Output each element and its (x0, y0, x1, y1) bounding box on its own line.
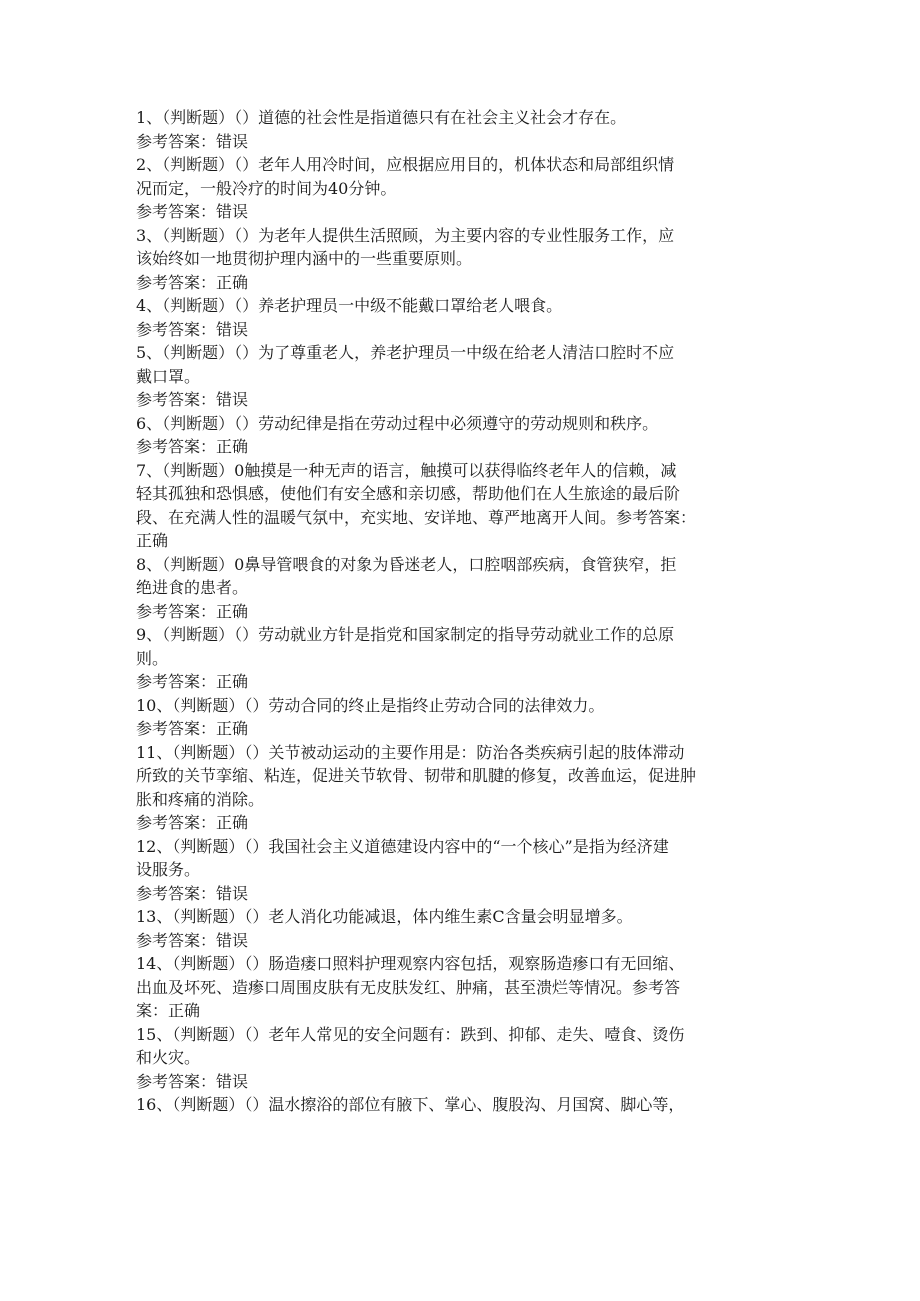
text-line-42: 参考答案：错误 (136, 1071, 249, 1091)
text-line-21: 绝进食的患者。 (136, 578, 249, 597)
text-line-19: 正确 (136, 531, 169, 550)
text-line-43: 16、（判断题）（）温水擦浴的部位有腋下、掌心、腹股沟、月国窝、脚心等， (136, 1095, 685, 1114)
text-line-38: 出血及坏死、造瘆口周围皮肤有无皮肤发红、肿痛，甚至溃烂等情况。参考答 (136, 977, 681, 997)
text-line-33: 设服务。 (136, 860, 201, 879)
text-line-36: 参考答案：错误 (136, 930, 249, 950)
text-line-3: 2、（判断题）（）老年人用冷时间，应根据应用目的，机体状态和局部组织情 (136, 155, 675, 174)
text-line-41: 和火灾。 (136, 1048, 201, 1067)
text-line-28: 11、（判断题）（）关节被动运动的主要作用是：防治各类疾病引起的肢体滞动 (136, 742, 685, 762)
text-line-7: 该始终如一地贯彻护理内涵中的一些重要原则。 (136, 249, 473, 268)
text-line-11: 5、（判断题）（）为了尊重老人，养老护理员一中级在给老人清洁口腔时不应 (136, 343, 675, 362)
text-line-12: 戴口罩。 (136, 366, 201, 386)
text-line-34: 参考答案：错误 (136, 883, 249, 903)
text-line-20: 8、（判断题）0鼻导管喂食的对象为昏迷老人，口腔咽部疾病，食管狭窄，拒 (136, 554, 677, 574)
text-line-17: 轻其孤独和恐惧感，使他们有安全感和亲切感，帮助他们在人生旅途的最后阶 (136, 484, 681, 503)
text-line-25: 参考答案：正确 (136, 672, 249, 691)
text-line-31: 参考答案：正确 (136, 813, 249, 832)
text-line-14: 6、（判断题）（）劳动纪律是指在劳动过程中必须遵守的劳动规则和秩序。 (136, 413, 659, 433)
text-line-23: 9、（判断题）（）劳动就业方针是指党和国家制定的指导劳动就业工作的总原 (136, 625, 675, 644)
text-line-16: 7、（判断题）0触摸是一种无声的语言，触摸可以获得临终老年人的信赖，减 (136, 460, 677, 480)
text-line-27: 参考答案：正确 (136, 719, 249, 738)
text-line-37: 14、（判断题）（）肠造瘘口照料护理观察内容包括，观察肠造瘆口有无回缩、 (136, 954, 685, 973)
text-line-18: 段、在充满人性的温暖气氛中，充实地、安详地、尊严地离开人间。参考答案： (136, 507, 697, 527)
text-line-22: 参考答案：正确 (136, 601, 249, 621)
text-line-40: 15、（判断题）（）老年人常见的安全问题有：跌到、抑郁、走失、噎食、烫伤 (136, 1024, 685, 1044)
text-line-9: 4、（判断题）（）养老护理员一中级不能戴口罩给老人喂食。 (136, 296, 563, 315)
text-line-13: 参考答案：错误 (136, 390, 249, 409)
text-line-15: 参考答案：正确 (136, 437, 249, 456)
text-line-2: 参考答案：错误 (136, 131, 249, 151)
text-line-1: 1、（判断题）（）道德的社会性是指道德只有在社会主义社会才存在。 (136, 108, 627, 127)
text-line-32: 12、（判断题）（）我国社会主义道德建设内容中的“一个核心”是指为经济建 (136, 836, 669, 856)
text-line-39: 案：正确 (136, 1001, 201, 1020)
text-line-10: 参考答案：错误 (136, 319, 249, 339)
document-page (136, 106, 786, 1117)
text-line-24: 则。 (136, 648, 169, 668)
text-line-4: 况而定，一般冷疗的时间为40分钟。 (136, 178, 397, 198)
text-line-35: 13、（判断题）（）老人消化功能减退，体内维生素C含量会明显增多。 (136, 907, 633, 926)
text-line-8: 参考答案：正确 (136, 272, 249, 292)
text-line-29: 所致的关节挛缩、粘连，促进关节软骨、韧带和肌腱的修复，改善血运，促进肿 (136, 766, 697, 785)
text-line-30: 胀和疼痛的消除。 (136, 789, 265, 809)
text-line-5: 参考答案：错误 (136, 202, 249, 221)
text-line-6: 3、（判断题）（）为老年人提供生活照顾，为主要内容的专业性服务工作，应 (136, 225, 675, 245)
text-line-26: 10、（判断题）（）劳动合同的终止是指终止劳动合同的法律效力。 (136, 695, 605, 715)
